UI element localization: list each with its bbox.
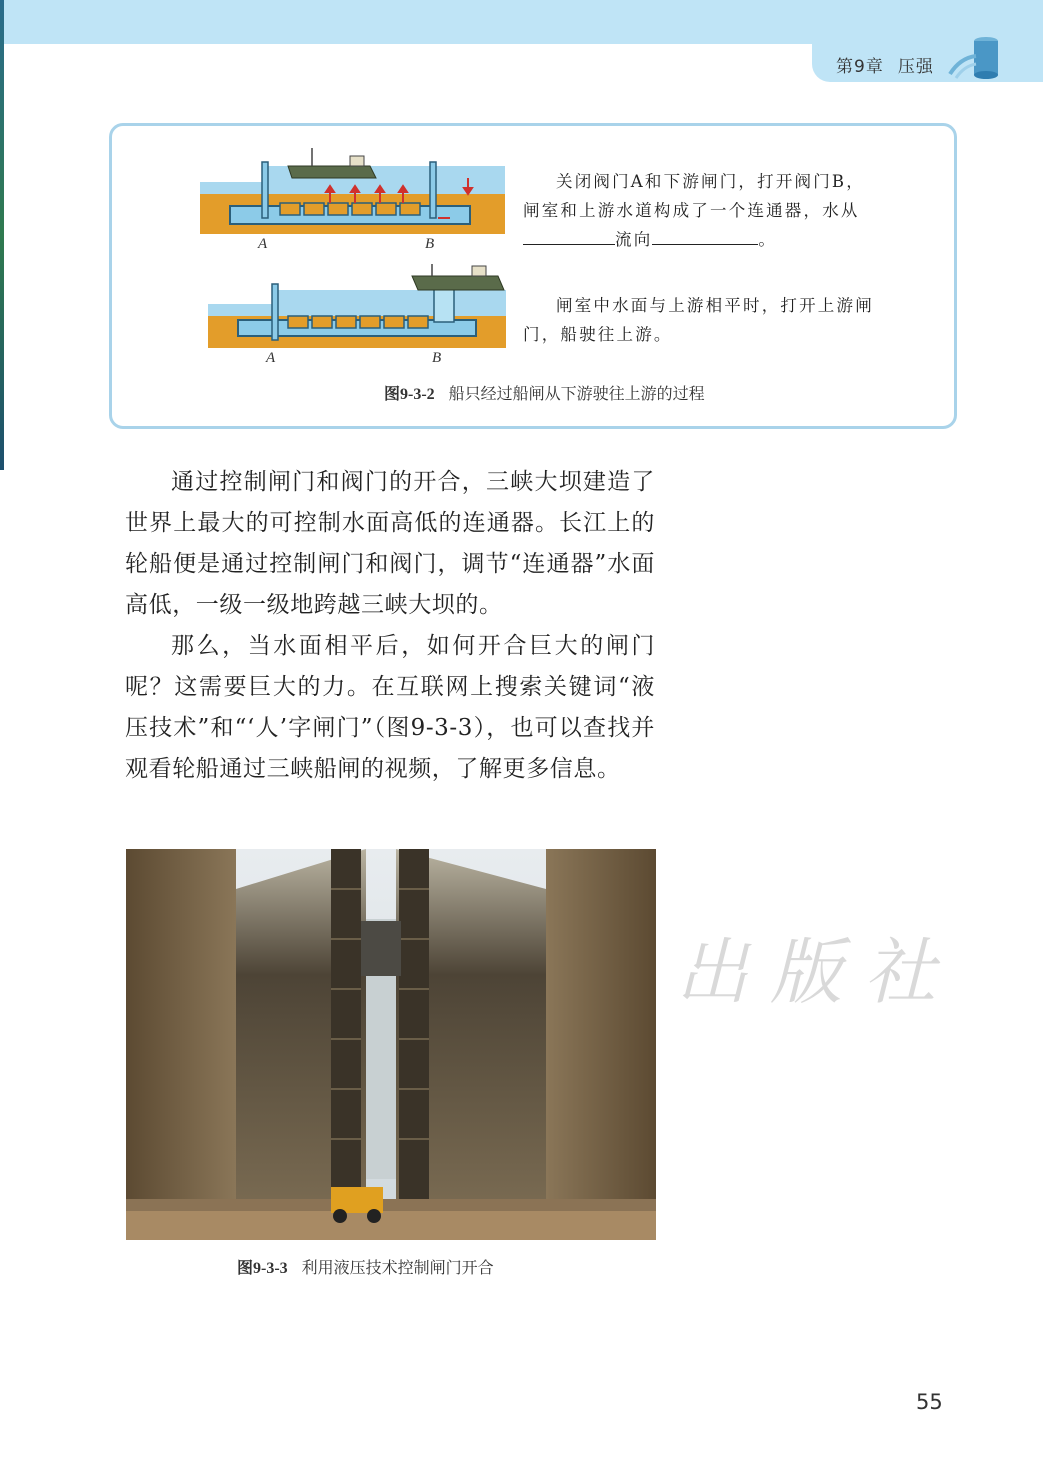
answer-blank-1[interactable]: [523, 226, 615, 245]
explanation2-line1: 闸室中水面与上游相平时，打开上游闸: [556, 296, 874, 315]
chapter-heading: [836, 52, 934, 77]
ship-lock-diagram-2: [208, 264, 506, 352]
diagram2-explanation: [523, 291, 918, 349]
paragraph-2: 那么，当水面相平后，如何开合巨大的闸门呢？这需要巨大的力。在互联网上搜索关键词“液压技术”和“‘人’字闸门”（图9-3-3），也可以查找并观看轮船通过三峡船闸的视频，了解更多信息。: [125, 633, 655, 782]
flow-to-text: 流向: [615, 230, 653, 249]
left-edge-strip: [0, 0, 4, 470]
diagram1-valve-b-label: B: [425, 236, 435, 252]
caption-number: 图9-3-3: [237, 1260, 288, 1277]
caption-number: 图9-3-2: [384, 386, 435, 403]
diagram1-valve-a-label: A: [258, 236, 268, 252]
diagram2-valve-b-label: B: [432, 350, 442, 366]
header-band: [0, 0, 1043, 44]
explanation2-line2: 门，船驶往上游。: [523, 325, 673, 344]
main-text: [125, 462, 655, 790]
figure-9-3-3-caption: [237, 1255, 494, 1278]
caption-text: 船只经过船闸从下游驶往上游的过程: [448, 384, 705, 403]
chapter-number: 第9章: [836, 57, 884, 77]
ship-lock-diagram-1: [200, 148, 505, 240]
page-number: 55: [916, 1390, 943, 1414]
answer-blank-2[interactable]: [652, 226, 758, 245]
explanation1-line3: [523, 225, 918, 254]
caption-text: 利用液压技术控制闸门开合: [301, 1258, 494, 1277]
explanation1-line2: 闸室和上游水道构成了一个连通器，水从: [523, 201, 860, 220]
paragraph-1: 通过控制闸门和阀门的开合，三峡大坝建造了世界上最大的可控制水面高低的连通器。长江上的轮船便是通过控制闸门和阀门，调节“连通器”水面高低，一级一级地跨越三峡大坝的。: [125, 469, 655, 618]
water-tank-icon: [946, 34, 1002, 80]
lock-gate-photo: [126, 849, 656, 1240]
chapter-topic: 压强: [897, 57, 934, 77]
explanation1-line1: 关闭阀门A和下游闸门，打开阀门B，: [556, 172, 865, 191]
diagram2-valve-a-label: A: [266, 350, 276, 366]
figure-9-3-2-caption: [384, 381, 705, 404]
diagram1-explanation: [523, 167, 918, 254]
publisher-watermark: 出版社: [676, 930, 959, 1014]
line3-period: 。: [758, 230, 778, 249]
